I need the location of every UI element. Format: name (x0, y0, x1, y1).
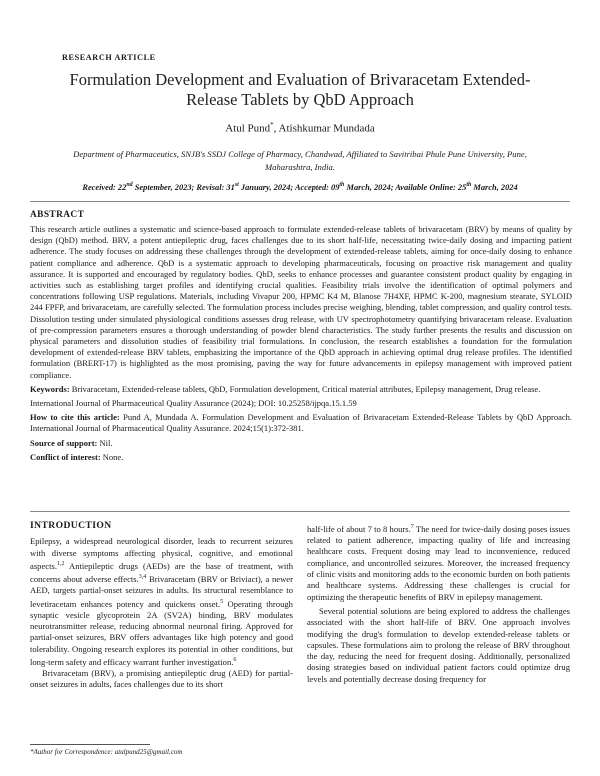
cite-text: Pund A, Mundada A. Formulation Development and Evaluation of Brivaracetam Extended-Release Tablets by QbD Approach. International Journal of Pharmaceutical Quality Assurance. 2024;15(1):372-381. (30, 412, 572, 434)
divider-top (30, 201, 570, 202)
footnote-rule (30, 744, 150, 745)
conflict-label: Conflict of interest: (30, 451, 101, 462)
accepted-sup: th (339, 182, 345, 188)
p1-b: Antiepileptic drugs (AEDs) are the base of treatment, with concerns about adverse effects. (30, 560, 293, 584)
p1-c: Brivaracetam (BRV or Briviact), a newer AED, targets partial-onset seizures in adults. Its structural resemblance to levetiracetam enhances potency and quickens onset. (30, 573, 293, 609)
source-of-support (30, 438, 572, 449)
online-sup: th (466, 182, 472, 188)
r1-b: The need for twice-daily dosing poses issues related to patient adherence, impacting quality of life and increasing healthcare costs. Frequent dosing may lead to inconvenience, reduced compliance, and uncontrolled seizures. Moreover, the increased frequency of clinic visits and monitoring adds to the economic burden on both patients and healthcare systems. Addressing these challenges is crucial for optimizing the therapeutic benefits of BRV in epilepsy management. (307, 523, 570, 602)
divider-middle (30, 511, 570, 512)
publication-dates (30, 182, 570, 192)
accepted-rest: March, 2024; (344, 182, 396, 192)
ref-7: 7 (410, 524, 414, 530)
citation (30, 412, 572, 434)
received-sup: nd (126, 182, 133, 188)
corresponding-mark: * (270, 121, 274, 129)
r1-a: half-life of about 7 to 8 hours. (307, 523, 411, 534)
revised-sup: st (234, 182, 239, 188)
author-pund: Atul Pund (225, 122, 271, 135)
abstract-block (30, 224, 572, 463)
ref-3-4: 3,4 (138, 574, 147, 581)
online-rest: March, 2024 (471, 182, 518, 192)
online-date: Available Online: 25 (395, 182, 467, 192)
article-title: Formulation Development and Evaluation of Brivaracetam Extended-Release Tablets by QbD Approach (69, 70, 531, 109)
author-line (50, 121, 550, 135)
affiliation: Department of Pharmaceutics, SNJB's SSDJ College of Pharmacy, Chandwad, Affiliated to Savitribai Phule Pune University, Pune, Maharashtra, India. (73, 149, 527, 172)
intro-paragraph-1 (30, 536, 293, 668)
keywords-text: Brivaracetam, Extended-release tablets, QbD, Formulation development, Critical material attributes, Epilepsy management, Drug release. (69, 383, 541, 394)
abstract-heading: ABSTRACT (30, 210, 85, 220)
revised-date: Revisal: 31 (196, 182, 235, 192)
keywords (30, 384, 572, 395)
ref-1-2: 1,2 (56, 560, 65, 567)
p1-a: Epilepsy, a widespread neurological disorder, leads to recurrent seizures with diverse symptoms affecting physical, cognitive, and emotional aspects. (30, 536, 293, 571)
article-type-label: RESEARCH ARTICLE (62, 53, 156, 62)
author-mundada: , Atishkumar Mundada (273, 122, 375, 135)
support-label: Source of support: (30, 437, 98, 448)
introduction-heading: INTRODUCTION (30, 520, 112, 531)
right-column (307, 522, 570, 685)
revised-rest: January, 2024; (238, 182, 295, 192)
corresponding-author-footnote: *Author for Correspondence: atulpund25@gmail.com (30, 748, 183, 756)
keywords-label: Keywords: (30, 383, 70, 394)
intro-paragraph-4: Several potential solutions are being explored to address the challenges associated with the short half-life of BRV. One approach involves modifying the drug's formulation to develop extended-release tablets or capsules. These formulations aim to prolong the release of BRV throughout the day, reducing the need for frequent dosing. Additionally, personalized dosing strategies based on individual patient factors could optimize drug levels and potentially decrease dosing frequency for (307, 605, 570, 684)
received-rest: September, 2023; (132, 182, 197, 192)
intro-paragraph-2: Brivaracetam (BRV), a promising antiepileptic drug (AED) for partial-onset seizures in adults, faces challenges due to its short (30, 668, 293, 690)
cite-label: How to cite this article: (30, 412, 120, 423)
ref-6: 6 (233, 656, 237, 663)
intro-paragraph-3 (307, 522, 570, 603)
ref-5: 5 (220, 598, 224, 605)
conflict-of-interest (30, 452, 572, 463)
support-text: Nil. (97, 437, 113, 448)
conflict-text: None. (100, 451, 124, 462)
accepted-date: Accepted: 09 (294, 182, 340, 192)
p1-d: Operating through synaptic vesicle glycoprotein 2A (SV2A) binding, BRV modulates neurotransmitter release, reducing abnormal neuronal firing. Approved for partial-onset seizures, BRV offers advantages like high potency and good tolerability. Ongoing research explores its potential in other conditions, but long-term safety and efficacy warrant further investigation. (30, 598, 293, 667)
received-date: Received: 22 (82, 182, 127, 192)
journal-doi: International Journal of Pharmaceutical Quality Assurance (2024); DOI: 10.25258/ijpqa.15.1.59 (30, 398, 357, 409)
left-column (30, 520, 293, 691)
abstract-text: This research article outlines a systematic and science-based approach to formulate extended-release tablets of brivaracetam (BRV) by means of quality by design (QbD) method. BRV, a potent antiepileptic drug, faces challenges due to its short half-life, necessitating twice-daily dosing and impacting patient adherence. The study focuses on addressing these challenges through the development of extended-release tablets, aiming for once-daily dosing to enhance patient compliance and adherence. QbD is a systematic approach to developing pharmaceuticals, focusing on proactive risk management and quality assurance. It is supported and encouraged by regulatory bodies. QbD, seeks to enhance processes and guarantee consistent product quality by engaging in activities such as establishing target profiles and identifying crucial qualities. Feasibility trials involve the identification of optimal polymers and concentrations following USP regulations. Materials, including Vivapur 200, HPMC K4 M, Blanose 7H4XF, HPMC K-200, magnesium stearate, SYLOID 244 FPFP, and brivaracetam, are carefully selected. The formulation process includes precise weighing, blending, tablet compression, and quality control tests. Dissolution testing under simulated physiological conditions assesses drug release, with UV spectrophotometry quantifying brivaracetam release. Evaluation of pre-compression parameters ensures a thorough understanding of powder blend characteristics. The study further presents the results and discussion on physical parameters and dissolution studies of feasibility trial formulations. In conclusion, the research establishes a foundation for the formulation development of extended-release BRV tablets, emphasizing the importance of the QbD approach in achieving optimal drug release profiles. The identified formulation (BRERT-17) is highlighted as the most promising, paving the way for future advancements in epilepsy management with improved patient compliance. (30, 224, 572, 380)
